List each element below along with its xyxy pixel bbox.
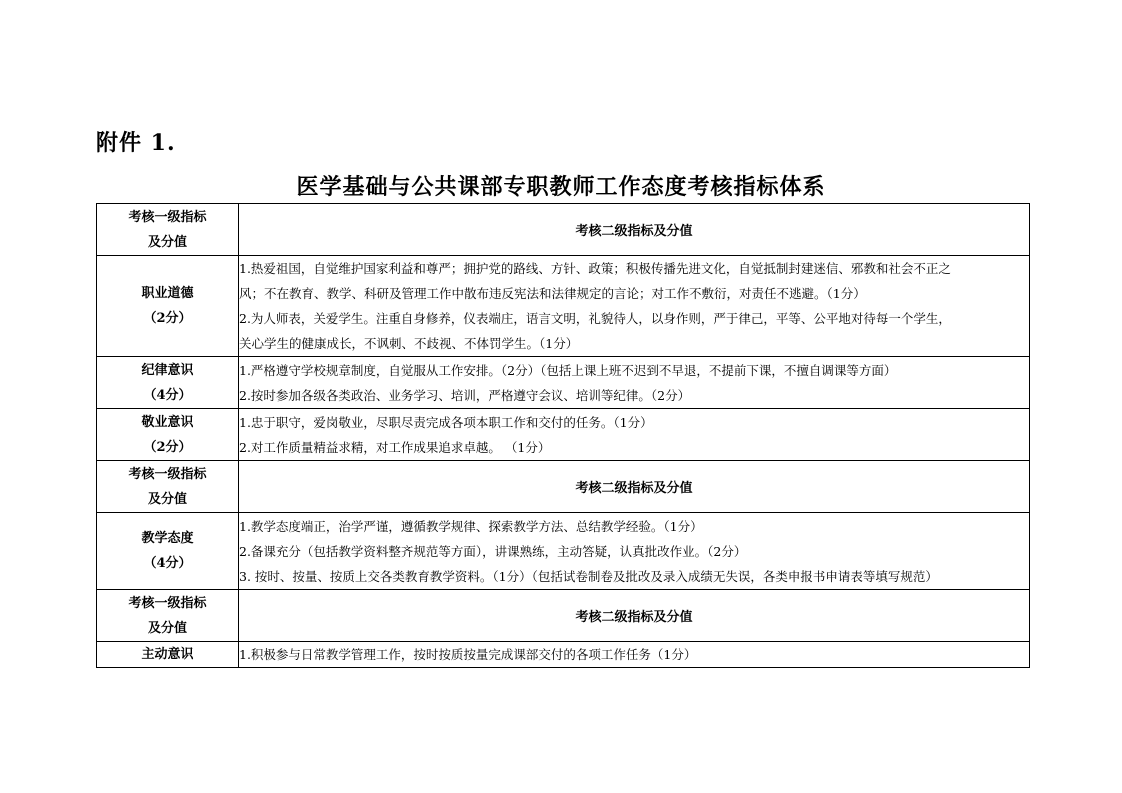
detail-line: 1.严格遵守学校规章制度，自觉服从工作安排。（2分）（包括上课上班不迟到不早退，不提前下课，不擅自调课等方面）: [239, 362, 897, 378]
section-score: （4分）: [143, 387, 192, 403]
section-name-cell: [97, 513, 239, 590]
header-second-level: 考核二级指标及分值: [239, 204, 1030, 256]
section-detail-cell: [239, 409, 1030, 461]
section-detail-cell: [239, 357, 1030, 409]
header-first-line2: 及分值: [147, 620, 187, 636]
table-row: [97, 513, 1030, 590]
section-name: 敬业意识: [141, 414, 194, 430]
attachment-label: 附件 1.: [96, 130, 176, 156]
table-row: [97, 409, 1030, 461]
indicator-table: [96, 203, 1030, 668]
section-score: （2分）: [143, 311, 192, 326]
document-title: 医学基础与公共课部专职教师工作态度考核指标体系: [296, 174, 826, 200]
section-detail-cell: [239, 256, 1030, 357]
detail-line: 关心学生的健康成长，不讽刺、不歧视、不体罚学生。（1分）: [239, 336, 579, 351]
header-second-level: 考核二级指标及分值: [239, 461, 1030, 513]
table-row: [97, 642, 1030, 668]
header-first-line1: 考核一级指标: [128, 595, 207, 611]
detail-line: 2.备课充分（包括教学资料整齐规范等方面），讲课熟练，主动答疑，认真批改作业。（2分）: [239, 543, 747, 559]
section-score: （4分）: [143, 556, 192, 571]
table-row: [97, 357, 1030, 409]
section-name: 主动意识: [141, 647, 194, 662]
table-header-row: [97, 461, 1030, 513]
header-first-level: [97, 461, 239, 513]
header-second-level: 考核二级指标及分值: [239, 590, 1030, 642]
section-name: 教学态度: [141, 531, 194, 546]
header-first-line1: 考核一级指标: [128, 466, 207, 482]
detail-line: 1.热爱祖国，自觉维护国家利益和尊严；拥护党的路线、方针、政策；积极传播先进文化，自觉抵制封建迷信、邪教和社会不正之: [239, 261, 951, 276]
section-score: （2分）: [143, 439, 192, 455]
section-name-cell: [97, 256, 239, 357]
detail-line: 2.按时参加各级各类政治、业务学习、培训，严格遵守会议、培训等纪律。（2分）: [239, 387, 691, 403]
header-first-line2: 及分值: [147, 234, 187, 250]
table-header-row: [97, 590, 1030, 642]
detail-line: 2.对工作质量精益求精，对工作成果追求卓越。 （1分）: [239, 439, 551, 455]
section-name-cell: [97, 409, 239, 461]
section-name: 纪律意识: [141, 362, 194, 378]
table-row: [97, 256, 1030, 357]
detail-line: 风；不在教育、教学、科研及管理工作中散布违反宪法和法律规定的言论；对工作不敷衍，对责任不逃避。（1分）: [239, 286, 866, 301]
header-first-level: [97, 590, 239, 642]
header-first-line1: 考核一级指标: [128, 209, 207, 225]
header-first-level: [97, 204, 239, 256]
section-name-cell: [97, 357, 239, 409]
detail-line: 2.为人师表，关爱学生。注重自身修养，仪表端庄，语言文明，礼貌待人，以身作则，严于律己，平等、公平地对待每一个学生，: [239, 311, 951, 326]
detail-line: 1.忠于职守，爱岗敬业，尽职尽责完成各项本职工作和交付的任务。（1分）: [239, 414, 653, 430]
section-name-cell: [97, 642, 239, 668]
section-detail-cell: [239, 642, 1030, 668]
detail-line: 3. 按时、按量、按质上交各类教育教学资料。（1分）（包括试卷制卷及批改及录入成绩无失误，各类申报书申请表等填写规范）: [239, 568, 938, 584]
table-header-row: [97, 204, 1030, 256]
detail-line: 1.教学态度端正，治学严谨，遵循教学规律、探索教学方法、总结教学经验。（1分）: [239, 518, 703, 534]
header-first-line2: 及分值: [147, 491, 187, 507]
section-detail-cell: [239, 513, 1030, 590]
detail-line: 1.积极参与日常教学管理工作，按时按质按量完成课部交付的各项工作任务（1分）: [239, 647, 697, 662]
section-name: 职业道德: [141, 286, 194, 301]
